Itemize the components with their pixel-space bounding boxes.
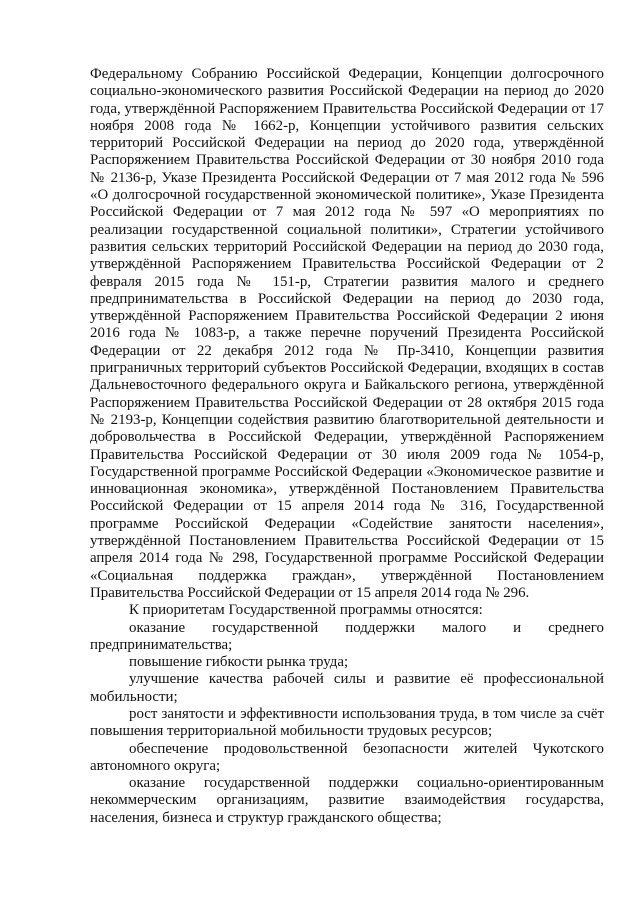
priority-item: оказание государственной поддержки социально-ориентированным некоммерческим организациям, развитие взаимодействия государства, населения, бизнеса и структур гражданского общества; (90, 775, 604, 826)
priority-item: повышение гибкости рынка труда; (129, 654, 349, 671)
priority-item: рост занятости и эффективности использования труда, в том числе за счёт повышения территориальной мобильности трудовых ресурсов; (90, 705, 604, 740)
priority-item: оказание государственной поддержки малого и среднего предпринимательства; (90, 619, 604, 653)
paragraph-legal-basis: Федеральному Собранию Российской Федерации, Концепции долгосрочного социально-экономического развития Российской Федерации на период до 2020 года, утверждённой Распоряжением Правительства Российской Федерации от 17 ноября 2008 года № 1662-р, Концепции устойчивого развития сельских территорий Российской Федерации на период до 2020 года, утверждённой Распоряжением Правительства Российской Федерации от 30 ноября 2010 года № 2136-р, Указе Президента Российской Федерации от 7 мая 2012 года № 596 «О долгосрочной государственной экономической политике», Указе Президента Российской Федерации от 7 мая 2012 года № 597 «О мероприятиях по реализации государственной социальной политики», Стратегии устойчивого развития сельских территорий Российской Федерации на период до 2030 года, утверждённой Распоряжением Правительства Российской Федерации от 2 февраля 2015 года № 151-р, Стратегии развития малого и среднего предпринимательства в Российской Федерации на период до 2030 года, утверждённой Распоряжением Правительства Российской Федерации 2 июня 2016 года № 1083-р, а также перечне поручений Президента Российской Федерации от 22 декабря 2012 года № Пр-3410, Концепции развития приграничных территорий субъектов Российской Федерации, входящих в состав Дальневосточного федерального округа и Байкальского региона, утверждённой Распоряжением Правительства Российской Федерации от 28 октября 2015 года № 2193-р, Концепции содействия развитию благотворительной деятельности и добровольчества в Российской Федерации, утверждённой Распоряжением Правительства Российской Федерации от 30 июля 2009 года № 1054-р, Государственной программе Российской Федерации «Экономическое развитие и инновационная экономика», утверждённой Постановлением Правительства Российской Федерации от 15 апреля 2014 года № 316, Государственной программе Российской Федерации «Содействие занятости населения», утверждённой Постановлением Правительства Российской Федерации от 15 апреля 2014 года № 298, Государственной программе Российской Федерации «Социальная поддержка граждан», утверждённой Постановлением Правительства Российской Федерации от 15 апреля 2014 года № 296. (90, 66, 604, 601)
paragraph-priorities-intro: К приоритетам Государственной программы относятся: (129, 602, 483, 619)
document-page (90, 66, 604, 827)
priority-item: улучшение качества рабочей силы и развитие её профессиональной мобильности; (90, 671, 604, 705)
priority-item: обеспечение продовольственной безопасности жителей Чукотского автономного округа; (90, 740, 604, 774)
